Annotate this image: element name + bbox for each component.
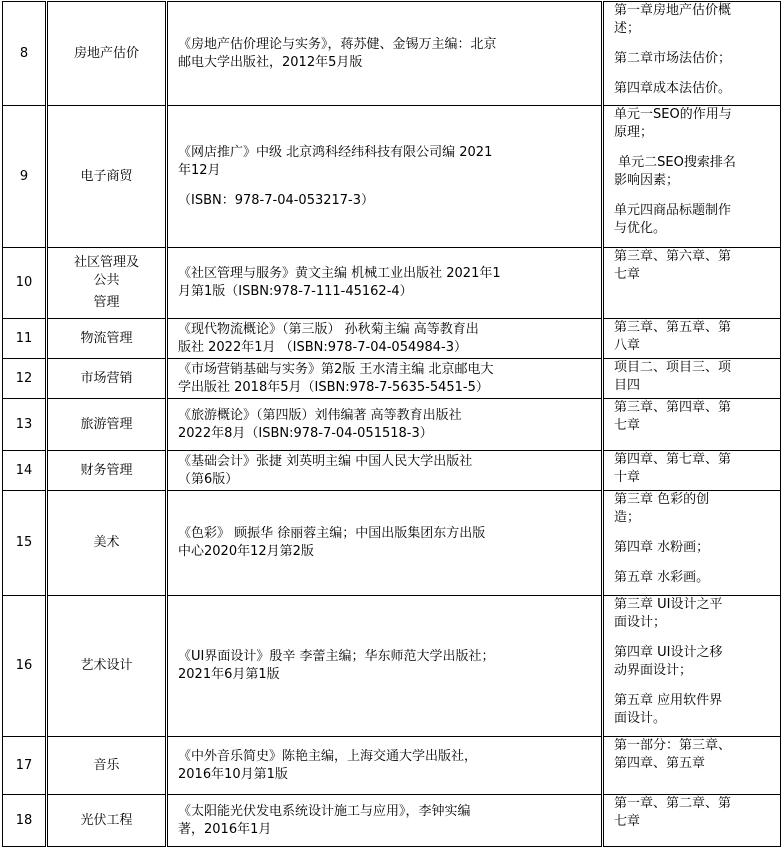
chapter-line: 面设计； (614, 615, 667, 630)
course-name-line: 光伏工程 (80, 812, 133, 828)
chapter-line: 第一章房地产估价概 (614, 3, 732, 18)
textbook-reference (167, 2, 603, 106)
spacer (614, 190, 770, 202)
chapter-scope (603, 359, 781, 399)
textbook-line: 《色彩》 顾振华 徐丽蓉主编；中国出版集团东方出版 (178, 526, 486, 541)
table-row (3, 596, 781, 737)
textbook-line: 2021年6月第1版 (178, 667, 280, 682)
table-row (3, 106, 781, 248)
spacer (614, 142, 770, 154)
row-number: 15 (3, 491, 47, 596)
chapter-line: 第三章、第四章、第 (614, 400, 732, 415)
row-number: 14 (3, 451, 47, 491)
textbook-line: 2022年8月（ISBN:978-7-04-051518-3） (178, 425, 433, 441)
textbook-line: 《基础会计》张捷 刘英明主编 中国人民大学出版社 (178, 453, 473, 469)
table-row (3, 319, 781, 359)
chapter-line: 七章 (614, 418, 641, 433)
course-name-line: 物流管理 (80, 330, 133, 346)
chapter-line: 述； (614, 21, 641, 36)
chapter-scope (603, 106, 781, 248)
textbook-line: 版社 2022年1月 （ISBN:978-7-04-054984-3） (178, 339, 468, 355)
row-number: 10 (3, 248, 47, 319)
chapter-line: 第一部分：第三章、 (614, 738, 732, 753)
chapter-line: 七章 (614, 267, 641, 282)
textbook-line: （ISBN：978-7-04-053217-3） (178, 192, 375, 208)
chapter-scope (603, 596, 781, 737)
course-name (47, 737, 167, 795)
course-name-line: 社区管理及 (73, 255, 139, 270)
table-row (3, 248, 781, 319)
textbook-line: 《太阳能光伏发电系统设计施工与应用》，李钟实编 (178, 803, 471, 819)
chapter-scope (603, 491, 781, 596)
textbook-line: 《房地产估价理论与实务》，蒋苏健、金锡万主编：北京 (178, 36, 497, 52)
chapter-line: 第三章 UI设计之平 (614, 597, 723, 612)
course-name-line: 财务管理 (80, 462, 133, 478)
textbook-reference (167, 106, 603, 248)
table-row (3, 399, 781, 451)
textbook-reference (167, 319, 603, 359)
textbook-reference (167, 451, 603, 491)
row-number: 18 (3, 795, 47, 847)
course-name (47, 106, 167, 248)
chapter-line: 第三章、第五章、第 (614, 320, 732, 335)
textbook-reference (167, 399, 603, 451)
course-name-line: 管理 (93, 295, 120, 310)
course-name (47, 319, 167, 359)
textbook-line: 《UI界面设计》殷辛 李蕾主编；华东师范大学出版社； (178, 649, 495, 664)
chapter-line: 第二章市场法估价； (614, 51, 732, 66)
chapter-scope (603, 399, 781, 451)
textbook-line: 学出版社 2018年5月（ISBN:978-7-5635-5451-5） (178, 379, 489, 395)
textbook-line: 邮电大学出版社，2012年5月版 (178, 54, 363, 70)
chapter-line: 第三章 色彩的创 (614, 492, 710, 507)
chapter-line: 面设计。 (614, 711, 667, 726)
chapter-scope (603, 451, 781, 491)
row-number: 12 (3, 359, 47, 399)
textbook-line: 《市场营销基础与实务》第2版 王水清主编 北京邮电大 (178, 361, 494, 377)
chapter-line: 第五章 应用软件界 (614, 693, 723, 708)
chapter-line: 第四章成本法估价。 (614, 81, 732, 96)
chapter-line: 第一章、第二章、第 (614, 796, 732, 811)
chapter-line: 与优化。 (614, 221, 667, 236)
course-name-line: 电子商贸 (80, 168, 133, 184)
row-number: 13 (3, 399, 47, 451)
course-name-line: 旅游管理 (80, 416, 133, 432)
chapter-line: 第四章、第七章、第 (614, 452, 732, 467)
table-row (3, 359, 781, 399)
course-name-line: 公共 (93, 273, 120, 288)
textbook-line: 《旅游概论》（第四版）刘伟编著 高等教育出版社 (178, 407, 462, 423)
course-name (47, 491, 167, 596)
chapter-line: 第五章 水彩画。 (614, 570, 710, 585)
textbook-line: 《网店推广》中级 北京鸿科经纬科技有限公司编 2021 (178, 144, 493, 160)
chapter-scope (603, 248, 781, 319)
chapter-line: 七章 (614, 814, 641, 829)
textbook-reference (167, 596, 603, 737)
chapter-line: 造； (614, 510, 641, 525)
chapter-line: 动界面设计； (614, 663, 693, 678)
textbook-reference (167, 248, 603, 319)
chapter-line: 第四章 水粉画； (614, 540, 710, 555)
chapter-line: 目四 (614, 378, 641, 393)
chapter-line: 影响因素； (614, 173, 680, 188)
table-row (3, 737, 781, 795)
course-name (47, 596, 167, 737)
textbook-reference (167, 737, 603, 795)
textbook-line: 著，2016年1月 (178, 821, 272, 837)
spacer (614, 557, 770, 569)
table-body (3, 2, 781, 847)
row-number: 8 (3, 2, 47, 106)
row-number: 11 (3, 319, 47, 359)
textbook-line: 《社区管理与服务》黄文主编 机械工业出版社 2021年1 (178, 266, 501, 281)
syllabus-table (2, 1, 781, 847)
spacer (614, 680, 770, 692)
chapter-scope (603, 319, 781, 359)
course-name (47, 2, 167, 106)
textbook-reference (167, 359, 603, 399)
chapter-line: 第三章、第六章、第 (614, 249, 732, 264)
textbook-reference (167, 491, 603, 596)
chapter-line: 原理； (614, 125, 654, 140)
course-name (47, 451, 167, 491)
textbook-line: 月第1版（ISBN:978-7-111-45162-4） (178, 284, 413, 299)
table-row (3, 2, 781, 106)
spacer (614, 38, 770, 50)
spacer (614, 527, 770, 539)
chapter-scope (603, 795, 781, 847)
row-number: 9 (3, 106, 47, 248)
textbook-line: （第6版） (178, 471, 239, 487)
spacer (614, 68, 770, 80)
course-name-line: 美术 (93, 535, 120, 550)
textbook-line: 中心2020年12月第2版 (178, 544, 314, 559)
textbook-line: 《中外音乐简史》陈艳主编，上海交通大学出版社， (178, 748, 478, 764)
course-name (47, 248, 167, 319)
course-name-line: 市场营销 (80, 370, 133, 386)
course-name (47, 795, 167, 847)
chapter-line: 八章 (614, 338, 641, 353)
chapter-line: 单元一SEO的作用与 (614, 107, 732, 122)
table-row (3, 795, 781, 847)
course-name-line: 艺术设计 (80, 658, 133, 673)
table-row (3, 491, 781, 596)
chapter-line: 十章 (614, 470, 641, 485)
chapter-line: 第四章 UI设计之移 (614, 645, 723, 660)
spacer (178, 180, 591, 192)
row-number: 17 (3, 737, 47, 795)
spacer (614, 632, 770, 644)
chapter-line: 单元四商品标题制作 (614, 203, 732, 218)
textbook-line: 《现代物流概论》（第三版） 孙秋菊主编 高等教育出 (178, 321, 479, 337)
chapter-scope (603, 2, 781, 106)
chapter-scope (603, 737, 781, 795)
textbook-line: 年12月 (178, 162, 221, 178)
row-number: 16 (3, 596, 47, 737)
textbook-line: 2016年10月第1版 (178, 766, 288, 782)
chapter-line: 第四章、第五章 (614, 756, 706, 771)
textbook-reference (167, 795, 603, 847)
chapter-line: 单元二SEO搜索排名 (614, 155, 736, 170)
table-row (3, 451, 781, 491)
course-name-line: 音乐 (93, 757, 120, 773)
course-name-line: 房地产估价 (73, 45, 139, 61)
course-name (47, 359, 167, 399)
chapter-line: 项目二、项目三、项 (614, 360, 732, 375)
course-name (47, 399, 167, 451)
